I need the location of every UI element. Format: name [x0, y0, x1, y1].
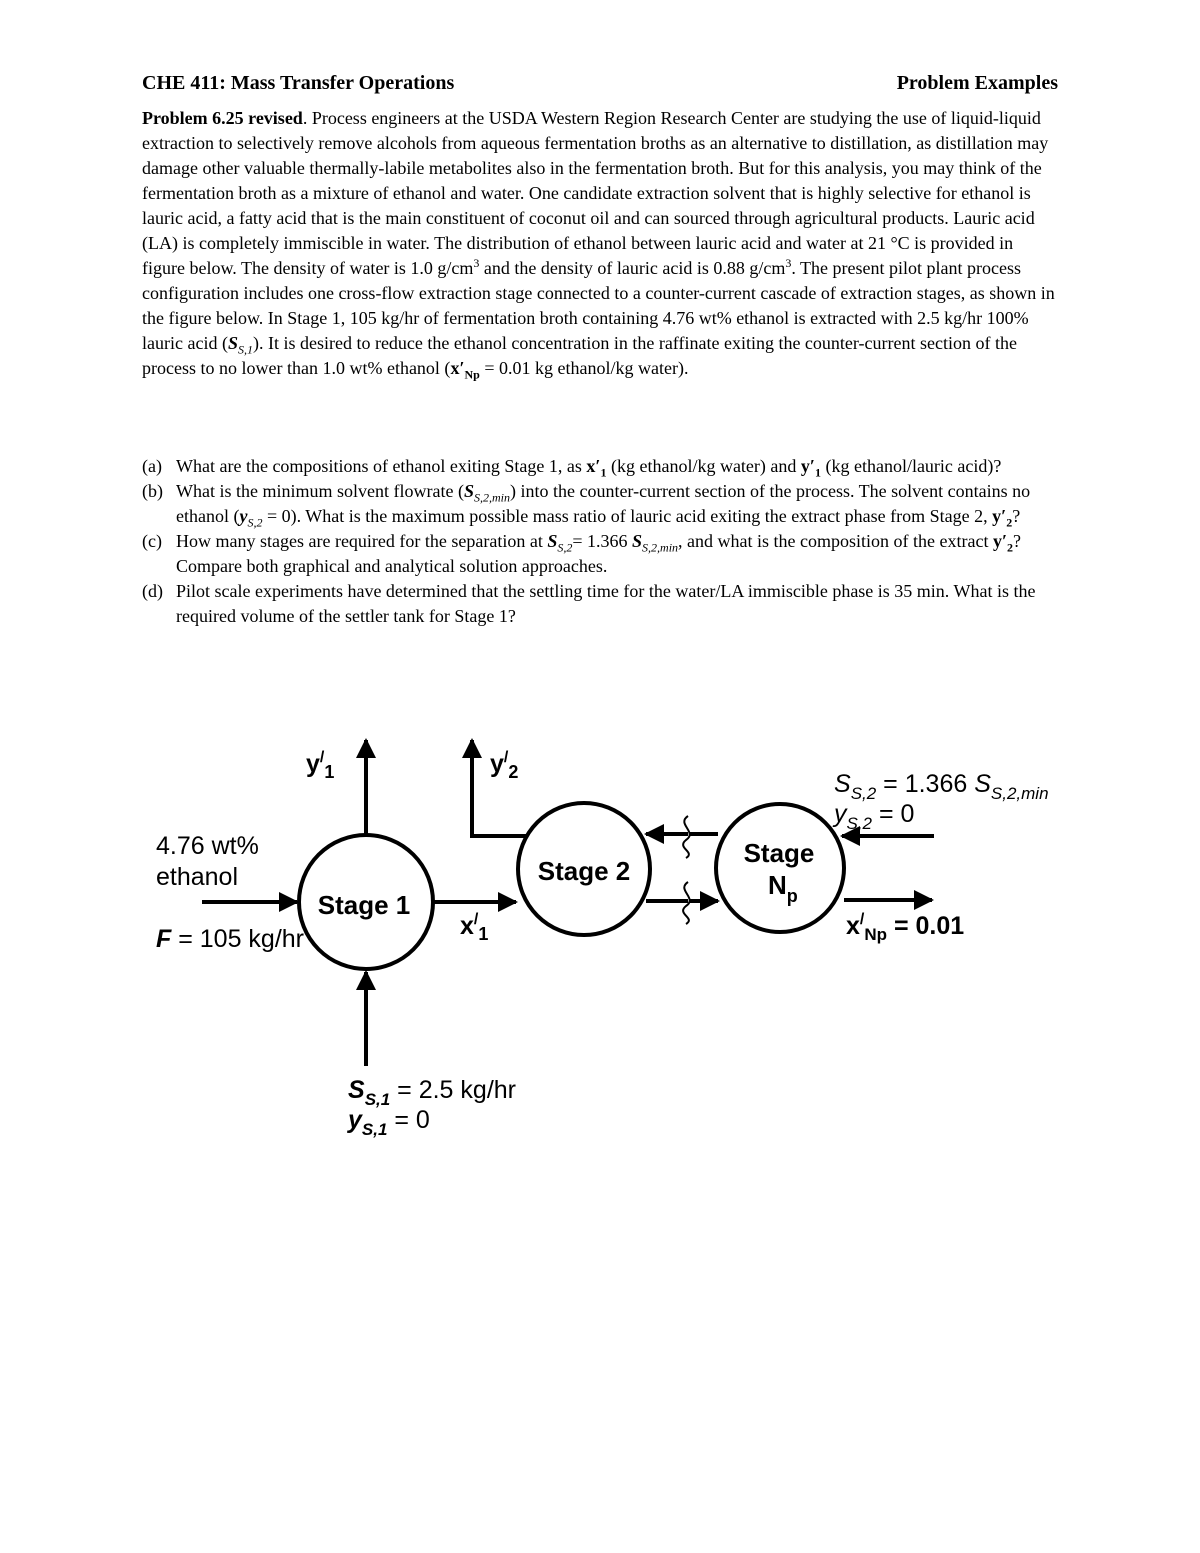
s-symbol: S [547, 531, 558, 551]
solvent-sub: S,1 [237, 342, 253, 357]
y-sub: S,2 [247, 515, 263, 530]
stageNp-circle [716, 804, 844, 932]
feed-label-1: 4.76 wt% [156, 832, 259, 860]
question-text: What is the minimum solvent flowrate ( [176, 481, 464, 501]
question-text: ) into the counter-current section of the process. The solvent contains no ethanol ( [176, 481, 1031, 526]
y2-sub: 2 [1006, 515, 1013, 530]
problem-title: Problem 6.25 revised [142, 108, 303, 128]
s-symbol: S [463, 481, 474, 501]
stage1-label: Stage 1 [317, 890, 411, 920]
x1-label: $x^/_1$ [460, 911, 489, 944]
question-label: (d) [142, 581, 163, 601]
y2-sub: 2 [1007, 540, 1014, 555]
problem-text-1: . Process engineers at the USDA Western Region Research Center are studying the use of liquid-liquid extraction to selectively remove alcohols from aqueous fermentation broths as an alternative to distillation, as distillation may damage other valuable thermally-labile metabolites also in the fermentation broth. But for this analysis, you may think of the fermentation broth as a mixture of ethanol and water. One candidate extraction solvent that is highly selective for ethanol is lauric acid, a fatty acid that is the main constituent of coconut oil and can sourced through agricultural products. Lauric acid (LA) is completely immiscible in water. The distribution of ethanol between lauric acid and water at 21 °C is provided in figure below. The density of water is 1.0 g/cm [142, 108, 1049, 278]
y-symbol: y [239, 506, 248, 526]
question-label: (b) [142, 481, 163, 501]
question-text: ? [1012, 506, 1021, 526]
xnp-label: $x^/_{Np} = 0.01$ [846, 911, 965, 944]
y2-label: $y^/_2$ [490, 749, 519, 782]
y1-label: $y^/_1$ [306, 749, 335, 782]
sup-3b: 3 [785, 256, 792, 270]
s-sub: S,2,min [642, 540, 679, 555]
question-text: What are the compositions of ethanol exiting Stage 1, as [176, 456, 587, 476]
section-title: Problem Examples [896, 72, 1058, 94]
problem-text-2: and the density of lauric acid is 0.88 g/cm [479, 258, 786, 278]
problem-text-3: . The present pilot plant process configuration includes one cross-flow extraction stage connected to a counter-current cascade of extraction stages, as shown in the figure below. In Stage 1, 105 kg/hr of fermentation broth containing 4.76 wt% ethanol is extracted with 2.5 kg/hr 100% lauric acid ( [142, 258, 1055, 353]
solvent1-comp-label: $y_{S,1} = 0$ [348, 1106, 430, 1139]
xnp-sub: Np [464, 367, 480, 382]
question-text: Pilot scale experiments have determined that the settling time for the water/LA immiscible phase is 35 min. What is the required volume of the settler tank for Stage 1? [176, 581, 1036, 626]
break-symbol-top [683, 816, 690, 858]
solvent2-flow-label: $S_{S,2} = 1.366$ $S_{S,2,min}$ [834, 770, 1049, 803]
y1-symbol: y′ [800, 456, 815, 476]
solvent1-flow-label: $S_{S,1} = 2.5$ kg/hr [348, 1076, 516, 1109]
solvent2-comp-label: $y_{S,2} = 0$ [834, 800, 915, 833]
s-sub: S,2,min [473, 490, 510, 505]
question-label: (a) [142, 456, 162, 476]
question-label: (c) [142, 531, 162, 551]
solvent-symbol: S [227, 333, 238, 353]
problem-text-5: = 0.01 kg ethanol/kg water). [479, 358, 689, 378]
question-text: How many stages are required for the separation at [176, 531, 548, 551]
feed-label-2: ethanol [156, 863, 239, 891]
question-text: = 0). What is the maximum possible mass ratio of lauric acid exiting the extract phase from Stage 2, [262, 506, 993, 526]
x1-sub: 1 [600, 465, 607, 480]
s-symbol: S [632, 531, 643, 551]
y2-symbol: y′ [992, 531, 1008, 551]
feed-flow-label: F = 105 kg/hr [156, 925, 305, 953]
question-text: , and what is the composition of the extract [678, 531, 993, 551]
course-title: CHE 411: Mass Transfer Operations [142, 72, 455, 94]
problem-text-4: ). It is desired to reduce the ethanol concentration in the raffinate exiting the counter-current section of the process to no lower than 1.0 wt% ethanol ( [142, 333, 1017, 378]
xnp-symbol: x′ [450, 358, 465, 378]
stageNp-label-line1: Stage [743, 838, 815, 868]
x1-symbol: x′ [586, 456, 601, 476]
stage2-label: Stage 2 [537, 856, 631, 886]
question-text: = 1.366 [572, 531, 633, 551]
sup-3a: 3 [473, 256, 480, 270]
y2-symbol: y′ [992, 506, 1007, 526]
stageNp-label-line2: $N_p$ [768, 870, 798, 906]
question-text: (kg ethanol/lauric acid)? [820, 456, 1002, 476]
s-sub: S,2 [557, 540, 573, 555]
question-text: ? Compare both graphical and analytical solution approaches. [176, 531, 1022, 576]
y1-sub: 1 [814, 465, 821, 480]
question-text: (kg ethanol/kg water) and [606, 456, 801, 476]
